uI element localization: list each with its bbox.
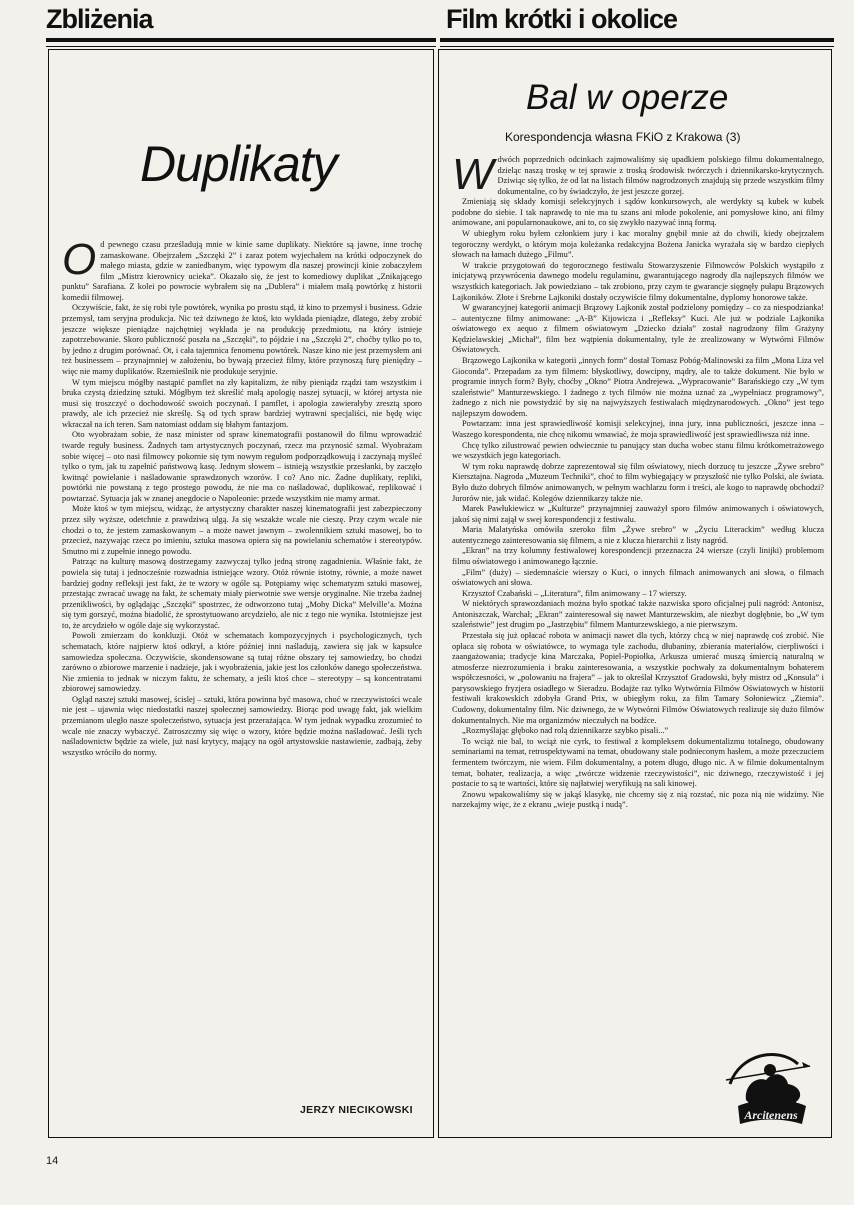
right-paragraph: W gwarancyjnej kategorii animacji Brązowy Lajkonik został podzielony pomiędzy – co za niespodzianka! – autentyczne filmy animowane: „A-B” Kijowicza i „Refleksy” Kuci. Ale już w podziale Lajkonika oświatowego ex aequo z filmem oświatowym „Dziecko działa” został nagrodzony film Grażyny Kędzielawskiej „Michał”, film bez wątpienia dokumentalny, tyle że zrealizowany w Wytwórni Filmów Oświatowych.: [452, 303, 824, 355]
left-paragraph: Ogląd naszej sztuki masowej, ścislej – sztuki, która powinna być masowa, choć w rzeczywistości wcale nie jest – ujawnia więc niedostatki naszej społecznej samowiedzy. Biorąc pod uwagę fakt, jak wielkim przemianom uległo nasze społeczeństwo, sytuacja jest przerażająca. W tym jednak wypadku zrozumieć to wcale nie znaczy wybaczyć. Zatroszczmy się więc o wzory, które będzie można naśladować. Jeśli tych naśladownictw będzie za wiele, już nasi krytycy, mający na ogół artystowskie nastawienie, zadbają, żeby wszystko wróciło do normy.: [62, 694, 422, 757]
right-paragraph: „Rozmyślając głęboko nad rolą dziennikarze szybko pisali...”: [462, 726, 669, 736]
right-article-body: [452, 155, 824, 1035]
left-paragraph: Powoli zmierzam do konkluzji. Otóż w schematach kompozycyjnych i psychologicznych, tych schematach, które najpierw ktoś odkrył, a które później inni naśladują, zawiera się jak w kapsułce samowiedza społeczna. Oczywiście, skondensowane są tutaj różne obszary tej samowiedzy, bo chodzi zarówno o zbiorowe marzenie i nadzieje, jak i wyobrażenia, jakie jest los członków danego społeczeństwa. Nie zmienia to jednak w niczym faktu, że schematy, a jeśli ktoś chce – stereotypy – są koncentratami zbiorowej samowiedzy.: [62, 631, 422, 694]
right-paragraph: W niektórych sprawozdaniach można było spotkać także nazwiska sporo oficjalnej puli nagród: Antonisz, Antoniszczak, Warchał; „Ekran” zainteresował się nawet Manturzewskim, ale niezbyt dogłębnie, bo „W tym szaleństwie” jest drugim po „Jastrzębiu” filmem Manturzewskiego, a nie pierwszym.: [452, 599, 824, 630]
left-paragraph: Oto wyobrażam sobie, że nasz minister od spraw kinematografii postanowił do filmu wprowadzić twarde reguły business. Żadnych tam artystycznych poczynań, rzecz ma przynosić szmal. Wyobrażam sobie więcej – oto nasi filmowcy pokornie się tym nowym regułom podporządkowują i zaczynają myśleć tylko o tym, jak tu zapełnić państwową kasę. Jednym słowem – istnieją wszystkie przesłanki, by zaczęło kwitnąć powielanie i naśladowanie sprawdzonych wzorów. I co? Ano nic. Żadne duplikaty, repliki, powtórki nie powstaną z tego prostego powodu, że nie ma co naśladować, duplikować, replikować i powtarzać. Sytuacja jak w znanej anegdocie o Napoleonie: przede wszystkim nie mamy armat.: [62, 430, 422, 503]
right-paragraph: To wciąż nie bal, to wciąż nie cyrk, to festiwal z kompleksem dokumentalizmu totalnego, obudowany seminariami na temat, retrospektywami na temat, obudowany stale podnieconym hasłem, a może przeczuciem fermentem twórczym, nie wiem. Film dokumentalny, a potem długo, długo nic. A w filmie dokumentalnym temat, bohater, realizacja, a więc „twórcze widzenie rzeczywistości”, nic dziwnego, rzeczywistość i jej postacie to są te wartości, które się najłatwiej weryfikują na sali kinowej.: [452, 736, 824, 789]
right-paragraph: „Ekran” na trzy kolumny festiwalowej korespondencji przeznacza 24 wiersze (czyli linijki) problemom filmu oświatowego i animowanego łącznie.: [452, 546, 824, 566]
page-number: 14: [46, 1155, 59, 1167]
left-article-title: Duplikaty: [140, 136, 337, 192]
right-article-title: Bal w operze: [526, 78, 729, 117]
right-paragraph: Chcę tylko zilustrować pewien odwiecznie tu panujący stan ducha wobec stanu filmu krótkometrażowego we wszystkich jego kategoriach.: [452, 440, 824, 461]
section-header-right: Film krótki i okolice: [446, 4, 678, 34]
right-paragraph: W ubiegłym roku byłem członkiem jury i kac moralny gnębił mnie aż do chwili, kiedy obejrzałem tegoroczny werdykt, o którym moja koleżanka redakcyjna Bożena Janicka wyrażała się w bardzo ciepłych słowach na łamach dużego „Filmu”.: [452, 229, 824, 260]
right-dropcap: W: [452, 155, 494, 199]
right-paragraph: dwóch poprzednich odcinkach zajmowaliśmy się upadkiem polskiego filmu dokumentalnego, dzieląc naszą troskę w tej sprawie z troską środowisk twórczych i dziennikarsko-krytycznych. Dziwiąc się tylko, że od lat na listach filmów nagrodzonych znajdują się przede wszystkim filmy dokumentalne, co by świadczyło, że jest jeszcze gorzej.: [497, 155, 824, 196]
right-paragraph: „Film” (duży) – siedemnaście wierszy o Kuci, o innych filmach animowanych ani słowa, o filmach oświatowych ani słowa.: [452, 567, 824, 588]
left-paragraph: Może ktoś w tym miejscu, widząc, że artystyczny charakter naszej kinematografii jest zabezpieczony przez siły wyższe, odetchnie z prawdziwą ulgą. Ja się wszakże wcale nie cieszę. Przy czym wcale nie chodzi o to, że jestem zamaskowanym – a może nawet jawnym – zwolennikiem sztuki masowej, bo to przecież, nazywając rzecz po imieniu, sztuka masowa opiera się na powielaniu schematów i stereotypów. Smutno mi z zupełnie innego powodu.: [62, 504, 422, 556]
left-article-body: [62, 240, 422, 1022]
right-paragraph: W tym roku naprawdę dobrze zaprezentował się film oświatowy, niech dorzucę tu jeszcze „Żywe srebro” Kiersztajna. Nagroda „Muzeum Techniki”, choć to film wybiegający w przyszłość nie tylko Polski, ale świata. Było dużo dobrych filmów animowanych, w pełnym wachlarzu form i treści, ale kogo to naprawdę obchodzi? Jurorów nie, jak widać. Kolegów dziennikarzy także nie.: [452, 461, 824, 503]
left-dropcap: O: [62, 240, 97, 284]
left-paragraph: W tym miejscu mógłby nastąpić pamflet na zły kapitalizm, że niby pieniądz rządzi tam wszystkim i bruka czystą dziedzinę sztuki. Mógłbym też skreślić małą apologię naszej sytuacji, w której artysta nie musi się troszczyć o dochodowość swoich poczynań. I pamflet, i apologia zawierałyby zresztą sporo prawdy, ale ich przecież nie skreślę. Są od tych spraw bardziej wytrawni specjaliści, nie będę więc wkraczał na ich teren. Sam natomiast oddam się błahym fantazjom.: [62, 377, 422, 429]
left-paragraph: d pewnego czasu prześladują mnie w kinie same duplikaty. Niektóre są jawne, inne trochę zamaskowane. Obejrzałem „Szczęki 2” i zaraz potem wyjechałem na krótki odpoczynek do małego miasta, gdzie w zaniedbanym, więc typowym dla naszej prowincji kinie zobaczyłem film „Mistrz kierownicy ucieka”. Okazało się, że jest to komediowy duplikat „Znikającego punktu” Sarafiana. Z kolei po powrocie wybrałem się na „Dublera” i miałem małą powtórkę z historii komedii filmowej.: [62, 240, 422, 302]
right-paragraph: Przestała się już opłacać robota w animacji nawet dla tych, którzy chcą w niej naprawdę coś zrobić. Nie opłaca się robota w oświatówce, to wymaga tyle zachodu, dłubaniny, zbierania materiałów, cierpliwości i zaangażowania; tradycje kina Marczaka, Popiel-Popiołka, Arkusza umierać muszą śmiercią naturalną w atmosferze niezrozumienia i braku zainteresowania, a wszystkie pochwały za dokumentalnym bohaterem współczesności, w „polowaniu na frajera” – jak to określał Krzysztof Gradowski, były mistrz od „Konsula” i parysowskiego fryzjera osiadłego w Sieradzu. Bodajże raz tylko Wytwórnia Filmów Oświatowych w historii festiwali krakowskich zdobyła Grand Prix, w ubiegłym roku, za film Tamary Sołoniewicz „Ziemia”. Cudowny, dokumentalny film. Nic dziwnego, że w Wytwórni Filmów Oświatowych realizuje się dużo filmów dokumentalnych. Nie ma organizmów nieczułych na bodźce.: [452, 631, 824, 725]
right-article-subtitle: Korespondencja własna FKiO z Krakowa (3): [505, 130, 741, 144]
section-header-left: Zbliżenia: [46, 4, 153, 34]
right-paragraph: Zmieniają się składy komisji selekcyjnych i sądów konkursowych, ale werdykty są kubek w kubek podobne do siebie. I tak naprawdę to nie ma tu szans ani młode pokolenie, ani pomysłowe kino, ani filmy animowane, ani popularnonaukowe, ani to, co się zwykło nazywać inną formą.: [452, 197, 824, 228]
right-paragraph: Znowu wpakowaliśmy się w jakąś klasykę, nie chcemy się z nią rozstać, nic poza nią nie widzimy. Nie narzekajmy więc, że z ekranu „wieje pustką i nudą”.: [452, 789, 824, 810]
left-paragraph: Patrząc na kulturę masową dostrzegamy zazwyczaj tylko jedną stronę zagadnienia. Właśnie fakt, że powiela się tutaj i jednocześnie rozwadnia istniejące wzory. Otóż równie istotny, równie, a może nawet bardziej godny refleksji jest fakt, że te wzory w ogóle są. Potępiamy więc schematyzm sztuki masowej, przestając zwracać uwagę na fakt, że schematy miały pierwotnie swe wersje oryginalne. Nie trzeba żadnej przenikliwości, by oglądając „Szczęki” spostrzec, że odtworzono tutaj „Moby Dicka” Melville’a. Można się tym gorszyć, można biadolić, że sprostytuowano arcydzieło, ale nic z tego nie wynika. Istotniejsze jest to, że arcydzieło w ogóle daje się wykorzystać.: [62, 557, 422, 630]
left-paragraph: Oczywiście, fakt, że się robi tyle powtórek, wynika po prostu stąd, iż kino to przemysł i business. Gdzie przemysł, tam seryjna produkcja. Nic też dziwnego że ktoś, kto wykłada pieniądze, dlatego, żeby zrobić jeszcze większe pieniądze najchętniej wykłada je na produkcję przedmiotu, na który istnieje zapotrzebowanie. Skoro publiczność poszła na „Szczęki”, to pójdzie i na „Szczęki 2”, choćby tylko po to, by jedno z drugim porównać. Ot, i cała tajemnica fenomenu powtórek. Nasze kino nie jest przemysłem ani też businessem – przynajmniej w założeniu, bo bywają przecież filmy, które przynoszą furę pieniędzy – więc nie mamy duplikatów. Rzemieślnik nie produkuje seryjnie.: [62, 303, 422, 376]
logo-text: Arcitenens: [744, 1108, 798, 1122]
arcitenens-logo: [716, 1040, 820, 1130]
article-author: JERZY NIECIKOWSKI: [300, 1104, 413, 1116]
right-paragraph: Maria Malatyńska omówiła szeroko film „Żywe srebro” w „Życiu Literackim” według klucza autentycznego zainteresowania się filmem, a nie z klucza hierarchii z listy nagród.: [452, 525, 824, 545]
header-rule-right-thin: [440, 46, 834, 47]
right-paragraph: Brązowego Lajkonika w kategorii „innych form” dostał Tomasz Pobóg-Malinowski za film „Mona Liza vel Gioconda”. Przepadam za tym filmem: błyskotliwy, dowcipny, mądry, ale to także dokument. Nie było w programie innych form? Były, choćby „Okno” Piotra Andrejewa. „Wypracowanie” Barańskiego czy „W tym szaleństwie” Manturzewskiego. I żadnego z tych filmów nie można uznać za „wypełniacz programowy”, żadnego z nich nie powstydzić by się na najwyższych festiwalach międzynarodowych. „Okno” jest tego najlepszym dowodem.: [452, 355, 824, 418]
right-paragraph: Powtarzam: inna jest sprawiedliwość komisji selekcyjnej, inna jury, inna publiczności, jeszcze inna – Waszego korespondenta, nie chcę nikomu wmawiać, że moja sprawiedliwość jest sprawiedliwsza niż inne.: [452, 419, 824, 440]
right-paragraph: Marek Pawłukiewicz w „Kulturze” przynajmniej zauważył sporo filmów animowanych i oświatowych, jakoś się nimi zajął w swej korespondencji z festiwalu.: [452, 504, 824, 524]
header-rule-left-thin: [46, 46, 436, 47]
header-rule-left: [46, 38, 436, 42]
right-paragraph: Krzysztof Czabański – „Literatura”, film animowany – 17 wierszy.: [462, 588, 687, 598]
right-paragraph: W trakcie przygotowań do tegorocznego festiwalu Stowarzyszenie Filmowców Polskich wystąpiło z inicjatywą przywrócenia dawnego modelu regulaminu, gwarantującego nagrody dla najlepszych filmów we wszystkich kategoriach. Jak powiedziano – tak zrobiono, przy czym te gwarancje sięgnęły pułapu Brązowych Lajkoników. Złote i Srebrne Lajkoniki dostały oczywiście filmy dokumentalne, dyplomy honorowe także.: [452, 260, 824, 302]
header-rule-right: [440, 38, 834, 42]
